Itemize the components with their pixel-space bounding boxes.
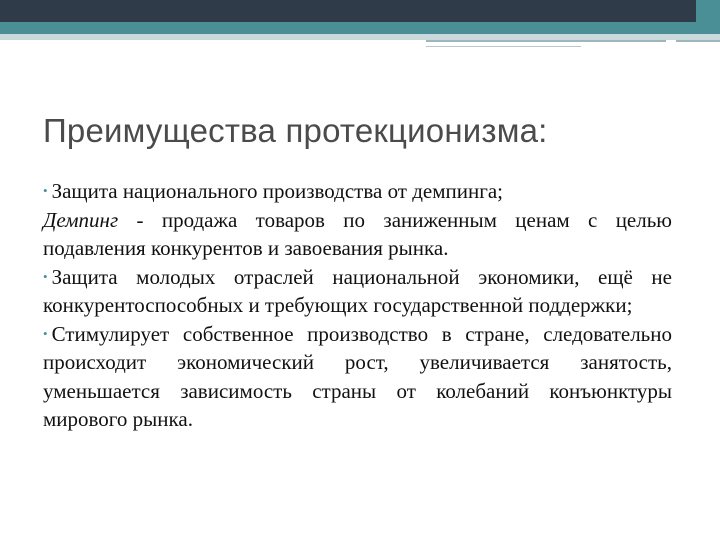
header-rule-line: [426, 40, 666, 42]
slide-title: Преимущества протекционизма:: [43, 112, 548, 149]
bullet-icon: •: [43, 268, 48, 284]
bullet-icon: •: [43, 325, 48, 341]
header-bar-accent-corner: [696, 0, 720, 34]
definition-term: Демпинг: [43, 207, 119, 232]
slide-body: [43, 177, 672, 434]
bullet-point: [43, 263, 672, 320]
header-rule-line: [426, 46, 581, 47]
bullet-text: Стимулирует собственное производство в стране, следовательно происходит экономический рост, увеличивается занятость, уменьшается зависимость страны от колебаний конъюнктуры мирового рынка.: [43, 321, 672, 431]
header-bar-accent: [0, 22, 720, 34]
definition-paragraph: [43, 206, 672, 263]
bullet-text: Защита национального производства от демпинга;: [51, 179, 503, 203]
header-rule-line: [676, 40, 720, 42]
header-bar-dark: [0, 0, 720, 22]
bullet-point: [43, 177, 672, 206]
bullet-point: [43, 320, 672, 434]
bullet-text: Защита молодых отраслей национальной экономики, ещё не конкурентоспособных и требующих государственной поддержки;: [43, 264, 672, 317]
definition-text: - продажа товаров по заниженным ценам с целью подавления конкурентов и завоевания рынка.: [43, 207, 672, 260]
bullet-icon: •: [43, 183, 48, 198]
